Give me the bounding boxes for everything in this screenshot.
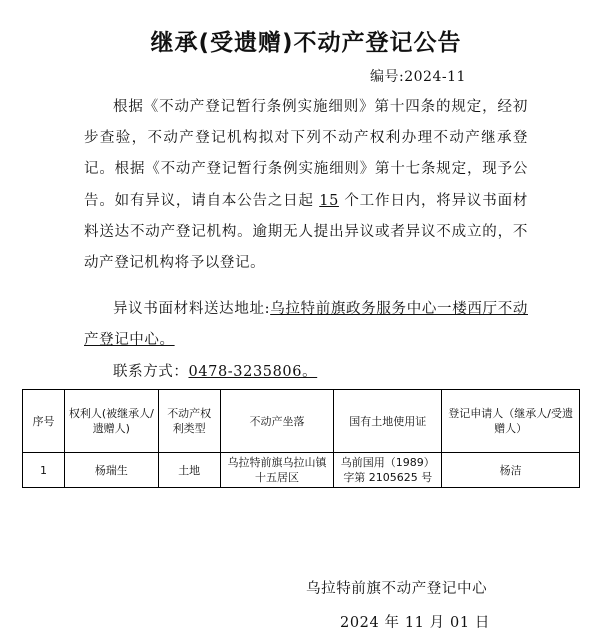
header-right-type: 不动产权利类型 — [158, 390, 220, 453]
issuing-organization: 乌拉特前旗不动产登记中心 — [306, 581, 488, 597]
objection-days: 15 — [319, 192, 339, 209]
header-index: 序号 — [23, 390, 65, 453]
cell-index: 1 — [23, 453, 65, 488]
cell-applicant: 杨洁 — [442, 453, 580, 488]
paragraph-text-end: 个工作日内，将异议书面材料送达不动产登记机构。逾期无人提出异议或者异议不成立的，不动产登记机构将予以登记。 — [84, 192, 528, 272]
contact-line — [84, 357, 528, 388]
announcement-paragraph — [84, 92, 528, 279]
objection-address-paragraph — [84, 294, 528, 356]
header-owner: 权利人(被继承人/遗赠人) — [64, 390, 158, 453]
issue-date: 2024 年 11 月 01 日 — [340, 615, 490, 631]
header-applicant: 登记申请人（继承人/受遗赠人） — [442, 390, 580, 453]
contact-phone: 0478-3235806。 — [188, 364, 318, 380]
address-label: 异议书面材料送达地址: — [113, 301, 271, 317]
header-certificate: 国有土地使用证 — [334, 390, 442, 453]
contact-label: 联系方式： — [113, 364, 189, 380]
cell-owner: 杨瑞生 — [64, 453, 158, 488]
objection-address: 乌拉特前旗政务服务中心一楼西厅不动产登记中心。 — [84, 301, 528, 349]
page-title: 继承(受遗赠)不动产登记公告 — [150, 30, 462, 56]
paragraph-text-start: 根据《不动产登记暂行条例实施细则》第十四条的规定，经初步查验，不动产登记机构拟对下列不动产权利办理不动产继承登记。根据《不动产登记暂行条例实施细则》第十七条规定，现予公告。如有异议，请自本公告之日起 — [84, 99, 528, 209]
cell-location: 乌拉特前旗乌拉山镇十五居区 — [220, 453, 334, 488]
cell-right-type: 土地 — [158, 453, 220, 488]
registration-table — [22, 389, 580, 488]
table-row — [23, 453, 580, 488]
table-header-row — [23, 390, 580, 453]
cell-certificate: 乌前国用（1989）字第 2105625 号 — [334, 453, 442, 488]
header-location: 不动产坐落 — [220, 390, 334, 453]
document-number: 编号:2024-11 — [370, 69, 466, 85]
